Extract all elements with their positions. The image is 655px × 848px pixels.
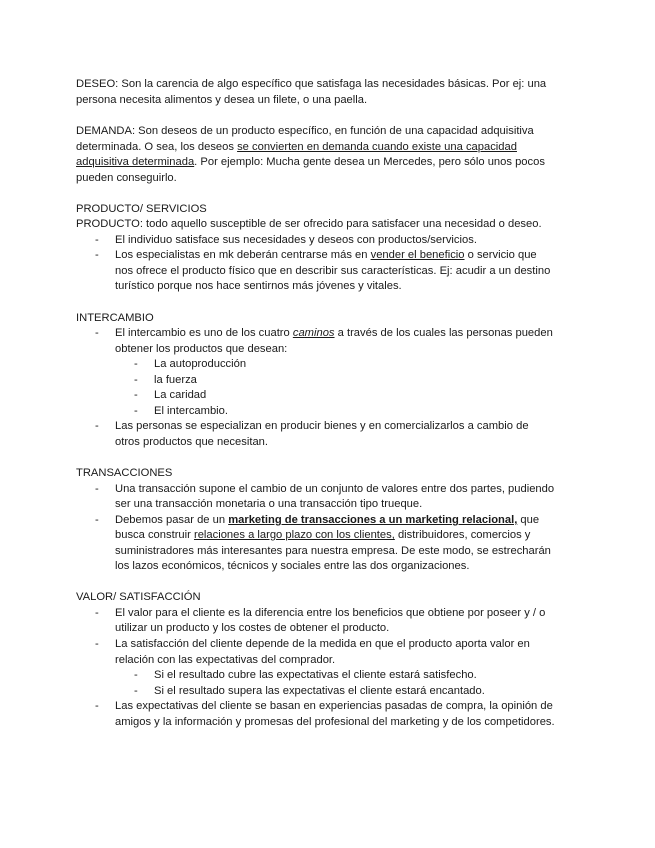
bullet-dash: - (95, 249, 99, 261)
item-text: o servicio que (464, 249, 537, 261)
producto-item-2 (115, 248, 585, 264)
item-italic-underlined: caminos (292, 327, 335, 339)
bullet-dash: - (95, 420, 99, 432)
intercambio-item-1 (115, 326, 585, 342)
sub-bullet-dash: - (134, 374, 138, 386)
transacciones-item-2-line-4: los lazos económicos, técnicos y sociales entre las dos organizaciones. (115, 560, 470, 572)
item-text: distribuidores, comercios y (394, 529, 531, 541)
deseo-line-1: DESEO: Son la carencia de algo específico que satisfaga las necesidades básicas. Por ej: una (76, 78, 547, 90)
producto-heading: PRODUCTO/ SERVICIOS (76, 203, 207, 215)
item-bold-underlined: marketing de transacciones a un marketing relacional, (228, 514, 518, 526)
sub-bullet-dash: - (134, 389, 138, 401)
bullet-dash: - (95, 327, 99, 339)
producto-item-2-line-3: turístico porque nos hace sentirnos más jóvenes y vitales. (115, 280, 402, 292)
valor-item-1-line-2: utilizar un producto y los costes de obtener el producto. (115, 622, 390, 634)
valor-item-1: El valor para el cliente es la diferencia entre los beneficios que obtiene por poseer y / o (115, 607, 546, 619)
bullet-dash: - (95, 607, 99, 619)
demanda-line-3 (76, 155, 586, 171)
valor-sub-item-1: Si el resultado cubre las expectativas el cliente estará satisfecho. (154, 669, 477, 681)
producto-item-1: El individuo satisface sus necesidades y deseos con productos/servicios. (115, 234, 477, 246)
intercambio-item-2-line-2: otros productos que necesitan. (115, 436, 268, 448)
demanda-text: . Por ejemplo: Mucha gente desea un Mercedes, pero sólo unos pocos (194, 156, 545, 168)
demanda-text: determinada. O sea, los deseos (76, 141, 238, 153)
valor-heading: VALOR/ SATISFACCIÓN (76, 591, 201, 603)
bullet-dash: - (95, 483, 99, 495)
intercambio-sub-item: El intercambio. (154, 405, 228, 417)
producto-item-2-line-2: nos ofrece el producto físico que en describir sus características. Ej: acudir a un destino (115, 265, 551, 277)
item-text: El intercambio es uno de los cuatro (115, 327, 293, 339)
sub-bullet-dash: - (134, 685, 138, 697)
demanda-underlined: se convierten en demanda cuando existe una capacidad (237, 141, 517, 153)
sub-bullet-dash: - (134, 405, 138, 417)
bullet-dash: - (95, 234, 99, 246)
item-text: Los especialistas en mk deberán centrarse más en (115, 249, 371, 261)
valor-item-3-line-2: amigos y la información y promesas del profesional del marketing y de los competidores. (115, 716, 555, 728)
valor-item-3: Las expectativas del cliente se basan en experiencias pasadas de compra, la opinión de (115, 700, 553, 712)
transacciones-item-1-line-2: ser una transacción monetaria o una transacción tipo trueque. (115, 498, 423, 510)
transacciones-item-1: Una transacción supone el cambio de un conjunto de valores entre dos partes, pudiendo (115, 483, 555, 495)
transacciones-heading: TRANSACCIONES (76, 467, 173, 479)
item-underlined: relaciones a largo plazo con los clientes, (193, 529, 395, 541)
item-underlined: vender el beneficio (370, 249, 465, 261)
demanda-line-1: DEMANDA: Son deseos de un producto específico, en función de una capacidad adquisitiva (76, 125, 534, 137)
item-text: que (517, 514, 540, 526)
intercambio-sub-item: La caridad (154, 389, 207, 401)
demanda-line-4: pueden conseguirlo. (76, 172, 177, 184)
valor-sub-item-2: Si el resultado supera las expectativas el cliente estará encantado. (154, 685, 485, 697)
intercambio-sub-item: La autoproducción (154, 358, 247, 370)
sub-bullet-dash: - (134, 358, 138, 370)
bullet-dash: - (95, 700, 99, 712)
intercambio-item-2: Las personas se especializan en producir bienes y en comercializarlos a cambio de (115, 420, 529, 432)
sub-bullet-dash: - (134, 669, 138, 681)
bullet-dash: - (95, 514, 99, 526)
valor-item-2-line-2: relación con las expectativas del comprador. (115, 654, 336, 666)
intercambio-heading: INTERCAMBIO (76, 312, 154, 324)
demanda-underlined: adquisitiva determinada (76, 156, 195, 168)
producto-definition: PRODUCTO: todo aquello susceptible de ser ofrecido para satisfacer una necesidad o deseo. (76, 218, 542, 230)
transacciones-item-2-line-3: suministradores más interesantes para nuestra empresa. De este modo, se estrecharán (115, 545, 551, 557)
demanda-line-2 (76, 140, 586, 156)
item-text: busca construir (115, 529, 194, 541)
intercambio-item-1-line-2: obtener los productos que desean: (115, 343, 288, 355)
transacciones-item-2-line-2 (115, 528, 585, 544)
intercambio-sub-item: la fuerza (154, 374, 197, 386)
item-text: Debemos pasar de un (115, 514, 229, 526)
bullet-dash: - (95, 638, 99, 650)
valor-item-2: La satisfacción del cliente depende de la medida en que el producto aporta valor en (115, 638, 530, 650)
transacciones-item-2 (115, 513, 585, 529)
deseo-line-2: persona necesita alimentos y desea un filete, o una paella. (76, 94, 368, 106)
item-text: a través de los cuales las personas pueden (334, 327, 553, 339)
